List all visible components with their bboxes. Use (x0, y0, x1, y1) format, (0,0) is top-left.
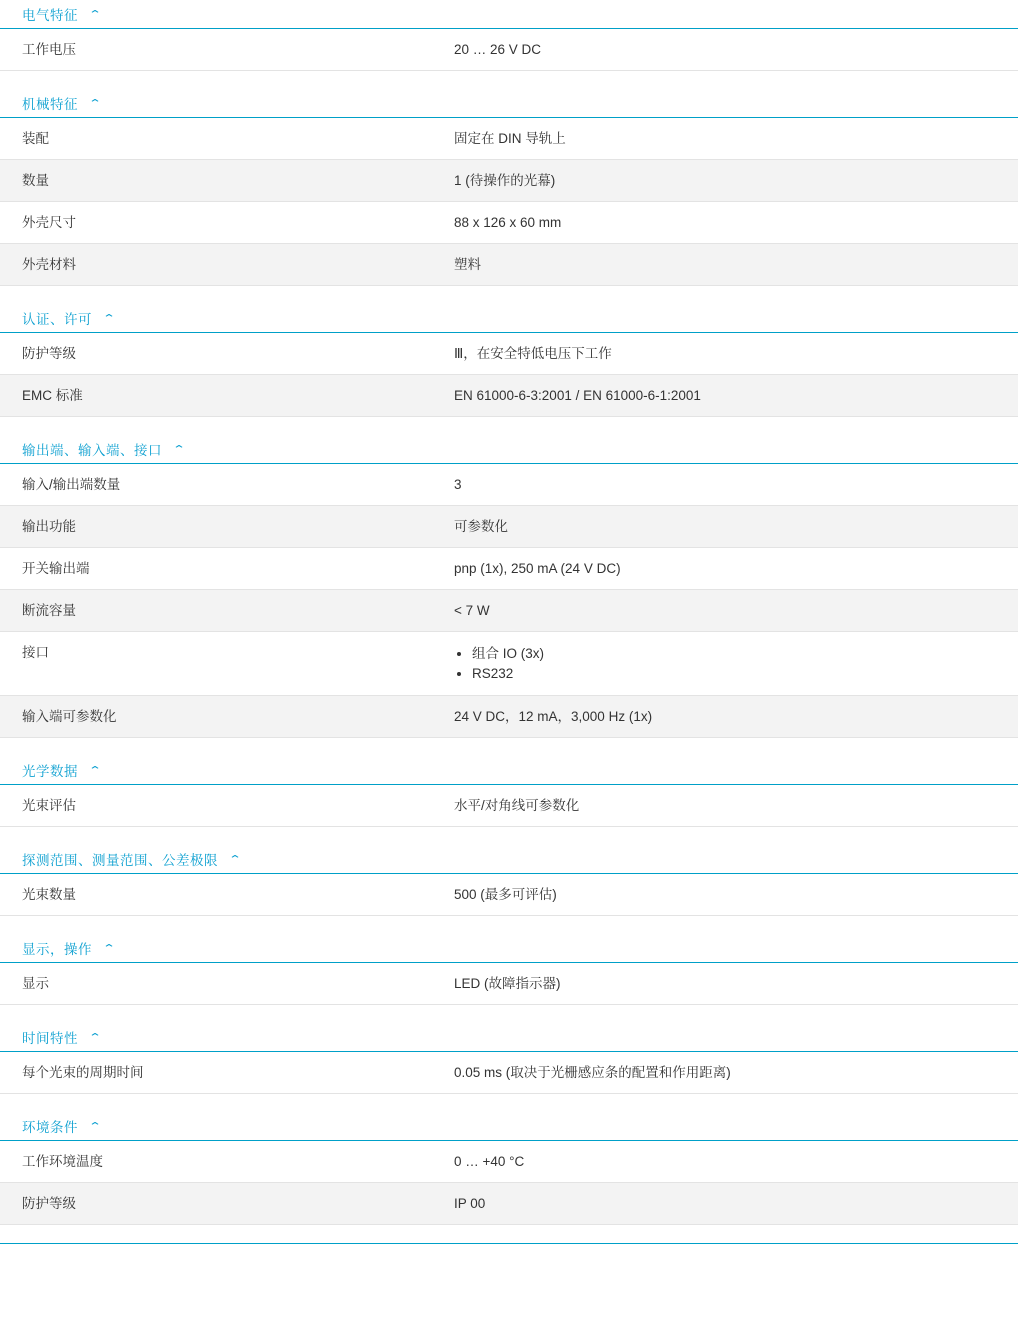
spec-section (0, 845, 1018, 916)
row-value: 0 … +40 °C (454, 1154, 525, 1169)
section-rows (0, 29, 1018, 71)
table-row (0, 160, 1018, 202)
spec-section (0, 304, 1018, 417)
row-label: 数量 (22, 173, 49, 188)
row-value: 可参数化 (454, 519, 508, 534)
section-header-toggle[interactable] (0, 934, 1018, 963)
table-row (0, 1183, 1018, 1225)
row-value: Ⅲ，在安全特低电压下工作 (454, 346, 612, 361)
section-rows (0, 785, 1018, 827)
chevron-up-icon[interactable]: ⌃ (88, 1031, 102, 1043)
section-title: 环境条件 (22, 1120, 78, 1135)
table-row (0, 696, 1018, 738)
section-title: 显示，操作 (22, 942, 92, 957)
section-title: 认证、许可 (22, 312, 92, 327)
section-rows (0, 963, 1018, 1005)
table-row (0, 202, 1018, 244)
chevron-up-icon[interactable]: ⌃ (172, 443, 186, 455)
section-header-toggle[interactable] (0, 89, 1018, 118)
row-value: 塑料 (454, 257, 481, 272)
row-label: 防护等级 (22, 1196, 76, 1211)
list-item: • 组合 IO (3x) (472, 644, 994, 664)
chevron-up-icon[interactable]: ⌃ (102, 942, 116, 954)
table-row (0, 464, 1018, 506)
table-row (0, 785, 1018, 827)
row-label: 输入端可参数化 (22, 709, 117, 724)
row-label: 外壳材料 (22, 257, 76, 272)
chevron-up-icon[interactable]: ⌃ (228, 853, 242, 865)
section-header-toggle[interactable] (0, 1023, 1018, 1052)
spec-section (0, 756, 1018, 827)
row-value: 0.05 ms (取决于光栅感应条的配置和作用距离) (454, 1065, 731, 1080)
row-label: 每个光束的周期时间 (22, 1065, 144, 1080)
table-row (0, 590, 1018, 632)
row-value: 水平/对角线可参数化 (454, 798, 580, 813)
section-header-toggle[interactable] (0, 845, 1018, 874)
table-row (0, 118, 1018, 160)
table-row (0, 963, 1018, 1005)
chevron-up-icon[interactable]: ⌃ (102, 312, 116, 324)
row-label: 显示 (22, 976, 49, 991)
row-label: 光束数量 (22, 887, 76, 902)
bottom-spacer (0, 1244, 1018, 1266)
chevron-up-icon[interactable]: ⌃ (88, 1120, 102, 1132)
spec-section (0, 1023, 1018, 1094)
row-label: 外壳尺寸 (22, 215, 76, 230)
row-value: 88 x 126 x 60 mm (454, 215, 562, 230)
chevron-up-icon[interactable]: ⌃ (88, 97, 102, 109)
section-rows (0, 1141, 1018, 1225)
table-row (0, 1052, 1018, 1094)
section-title: 光学数据 (22, 764, 78, 779)
section-rows (0, 874, 1018, 916)
section-spacer (0, 827, 1018, 845)
row-value: 20 … 26 V DC (454, 42, 542, 57)
table-row (0, 29, 1018, 71)
row-label: 输入/输出端数量 (22, 477, 121, 492)
row-value (432, 632, 1018, 695)
table-row (0, 375, 1018, 417)
section-title: 探测范围、测量范围、公差极限 (22, 853, 218, 868)
row-label: 工作环境温度 (22, 1154, 103, 1169)
row-label: 光束评估 (22, 798, 76, 813)
spec-section (0, 0, 1018, 71)
section-header-toggle[interactable] (0, 435, 1018, 464)
section-header-toggle[interactable] (0, 304, 1018, 333)
section-title: 机械特征 (22, 97, 78, 112)
table-row (0, 506, 1018, 548)
row-label: 装配 (22, 131, 49, 146)
row-value: < 7 W (454, 603, 490, 618)
spec-section (0, 89, 1018, 286)
section-rows (0, 1052, 1018, 1094)
table-row (0, 874, 1018, 916)
row-value: 固定在 DIN 导轨上 (454, 131, 566, 146)
section-header-toggle[interactable] (0, 756, 1018, 785)
spec-section (0, 435, 1018, 738)
row-label: 接口 (22, 645, 49, 660)
section-spacer (0, 71, 1018, 89)
section-spacer (0, 916, 1018, 934)
section-title: 电气特征 (22, 8, 78, 23)
row-value: pnp (1x), 250 mA (24 V DC) (454, 561, 621, 576)
section-spacer (0, 286, 1018, 304)
row-value: 24 V DC，12 mA，3,000 Hz (1x) (454, 709, 653, 724)
section-spacer (0, 1094, 1018, 1112)
row-value: 3 (454, 477, 462, 492)
row-label: 工作电压 (22, 42, 76, 57)
spec-section (0, 934, 1018, 1005)
section-rows (0, 333, 1018, 417)
spec-section (0, 1112, 1018, 1225)
row-value: LED (故障指示器) (454, 976, 561, 991)
table-row (0, 1141, 1018, 1183)
section-spacer (0, 1005, 1018, 1023)
chevron-up-icon[interactable]: ⌃ (88, 8, 102, 20)
section-header-toggle[interactable] (0, 1112, 1018, 1141)
row-label: 开关输出端 (22, 561, 90, 576)
list-item: • RS232 (472, 664, 994, 684)
row-value: 1 (待操作的光幕) (454, 173, 556, 188)
section-title: 输出端、输入端、接口 (22, 443, 162, 458)
section-spacer (0, 738, 1018, 756)
chevron-up-icon[interactable]: ⌃ (88, 764, 102, 776)
row-label: 输出功能 (22, 519, 76, 534)
table-row (0, 548, 1018, 590)
section-title: 时间特性 (22, 1031, 78, 1046)
section-rows (0, 464, 1018, 738)
section-rows (0, 118, 1018, 286)
section-spacer (0, 417, 1018, 435)
row-value: IP 00 (454, 1196, 486, 1211)
section-spacer (0, 1225, 1018, 1243)
value-list (454, 644, 994, 684)
section-header-toggle[interactable] (0, 0, 1018, 29)
row-label: EMC 标准 (22, 388, 83, 403)
row-value: EN 61000-6-3:2001 / EN 61000-6-1:2001 (454, 388, 701, 403)
table-row (0, 632, 1018, 696)
table-row (0, 333, 1018, 375)
table-row (0, 244, 1018, 286)
row-value: 500 (最多可评估) (454, 887, 557, 902)
row-label: 防护等级 (22, 346, 76, 361)
row-label: 断流容量 (22, 603, 76, 618)
